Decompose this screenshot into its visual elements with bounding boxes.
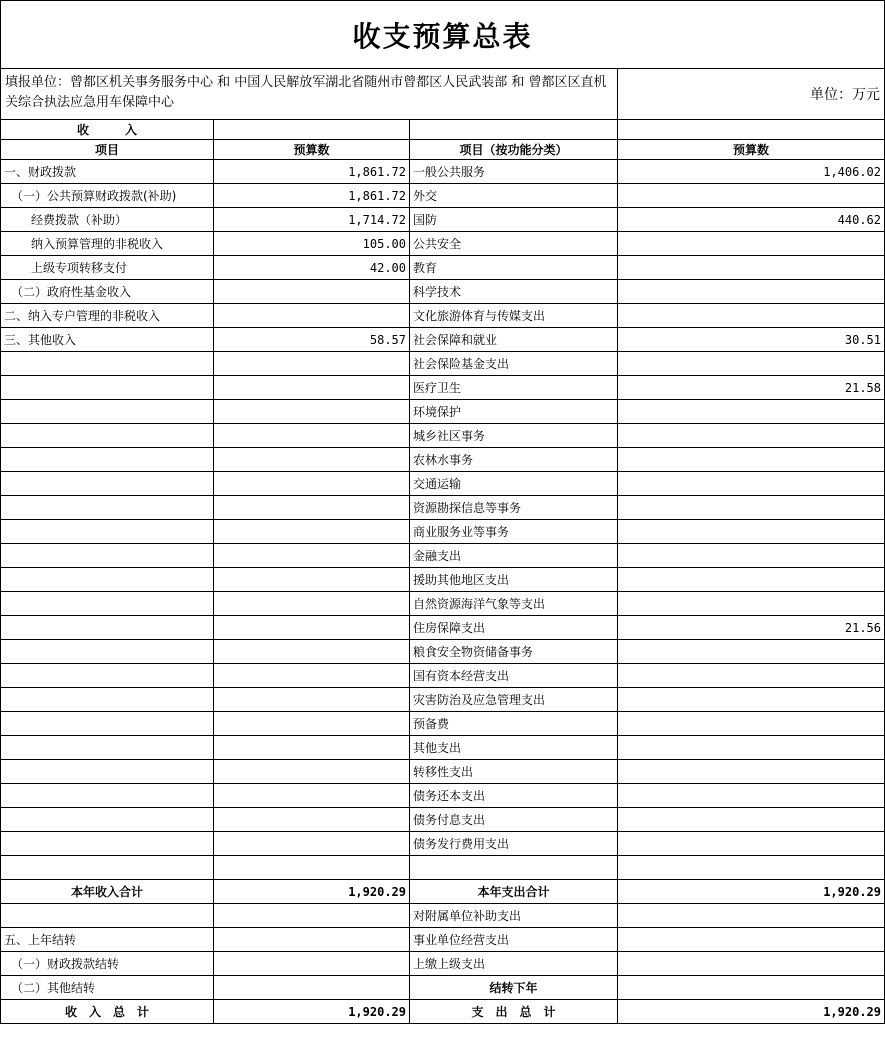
table-row [1,640,885,664]
income-amount-cell [214,712,410,736]
expense-item-cell: 援助其他地区支出 [410,568,618,592]
expense-item-cell: 灾害防治及应急管理支出 [410,688,618,712]
unit-label: 单位：万元 [810,87,880,103]
income-amount-header: 预算数 [214,140,410,160]
income-item-cell [1,352,214,376]
income-item-cell [1,784,214,808]
expense-item-cell: 住房保障支出 [410,616,618,640]
expense-item-cell: 转移性支出 [410,760,618,784]
income-amount-cell: 1,714.72 [214,208,410,232]
expense-item-cell: 公共安全 [410,232,618,256]
expense-item-cell: 医疗卫生 [410,376,618,400]
income-subtotal-label: 本年收入合计 [1,880,214,904]
expense-amount-cell [618,232,885,256]
expense-amount-cell [618,640,885,664]
income-item-cell: 一、财政拨款 [1,160,214,184]
income-item-cell [1,808,214,832]
expense-item-cell: 债务还本支出 [410,784,618,808]
expense-amount-cell [618,760,885,784]
table-row [1,424,885,448]
table-row [1,208,885,232]
income-amount-cell [214,568,410,592]
expense-amount-cell: 440.62 [618,208,885,232]
income-amount-cell [214,472,410,496]
table-row [1,568,885,592]
expense-amount-cell: 21.58 [618,376,885,400]
expense-amount-cell [618,592,885,616]
expense-amount-header: 预算数 [618,140,885,160]
income-item-cell: 五、上年结转 [1,928,214,952]
table-row [1,808,885,832]
income-item-cell [1,664,214,688]
income-group-header: 收 入 [1,120,214,140]
income-amount-cell [214,976,410,1000]
table-row [1,184,885,208]
income-amount-cell [214,784,410,808]
expense-item-cell: 外交 [410,184,618,208]
budget-table [0,119,885,1024]
expense-amount-cell [618,952,885,976]
expense-amount-cell [618,472,885,496]
table-row [1,160,885,184]
table-row [1,784,885,808]
income-amount-cell: 1,861.72 [214,160,410,184]
income-item-cell [1,544,214,568]
expense-item-cell: 金融支出 [410,544,618,568]
income-amount-cell [214,808,410,832]
table-row [1,904,885,928]
income-item-cell [1,904,214,928]
expense-amount-cell [618,400,885,424]
expense-item-cell: 资源勘探信息等事务 [410,496,618,520]
expense-item-cell: 自然资源海洋气象等支出 [410,592,618,616]
expense-amount-cell [618,496,885,520]
income-amount-cell [214,832,410,856]
income-amount-cell [214,304,410,328]
table-row [1,832,885,856]
income-item-cell [1,496,214,520]
table-row [1,256,885,280]
org-unit-row [0,68,885,119]
income-item-cell [1,592,214,616]
column-header-row [1,140,885,160]
income-item-cell: （一）公共预算财政拨款(补助) [1,184,214,208]
income-amount-cell [214,400,410,424]
income-amount-cell: 105.00 [214,232,410,256]
income-amount-cell: 42.00 [214,256,410,280]
expense-amount-cell [618,280,885,304]
income-amount-cell [214,616,410,640]
expense-item-cell: 环境保护 [410,400,618,424]
expense-amount-cell [618,256,885,280]
income-item-cell: 上级专项转移支付 [1,256,214,280]
table-row [1,352,885,376]
income-item-cell: （二）其他结转 [1,976,214,1000]
income-item-cell [1,856,214,880]
expense-item-cell: 债务发行费用支出 [410,832,618,856]
expense-amount-cell [618,520,885,544]
income-amount-cell [214,520,410,544]
expense-subtotal-amount: 1,920.29 [618,880,885,904]
table-row [1,928,885,952]
table-row [1,448,885,472]
expense-item-cell: 城乡社区事务 [410,424,618,448]
income-item-cell [1,736,214,760]
income-item-cell [1,616,214,640]
expense-item-cell: 债务付息支出 [410,808,618,832]
income-item-cell [1,568,214,592]
table-row [1,520,885,544]
table-row [1,712,885,736]
expense-item-cell: 社会保险基金支出 [410,352,618,376]
income-amount-cell [214,688,410,712]
income-amount-cell [214,640,410,664]
expense-amount-cell: 1,406.02 [618,160,885,184]
expense-item-cell: 上缴上级支出 [410,952,618,976]
expense-item-cell: 社会保障和就业 [410,328,618,352]
table-row [1,760,885,784]
income-item-cell: （二）政府性基金收入 [1,280,214,304]
income-amount-cell [214,664,410,688]
income-item-cell [1,640,214,664]
expense-amount-cell: 21.56 [618,616,885,640]
expense-amount-cell [618,784,885,808]
table-row [1,328,885,352]
expense-item-cell: 科学技术 [410,280,618,304]
expense-amount-cell [618,976,885,1000]
expense-amount-cell [618,544,885,568]
expense-item-cell: 对附属单位补助支出 [410,904,618,928]
income-amount-cell [214,952,410,976]
income-grand-total-label: 收 入 总 计 [1,1000,214,1024]
income-item-header: 项目 [1,140,214,160]
page-title: 收支预算总表 [0,0,885,68]
income-amount-cell [214,496,410,520]
income-amount-cell [214,376,410,400]
expense-amount-cell [618,424,885,448]
income-item-cell: 经费拨款（补助） [1,208,214,232]
income-amount-cell [214,736,410,760]
expense-item-cell: 文化旅游体育与传媒支出 [410,304,618,328]
income-item-cell: （一）财政拨款结转 [1,952,214,976]
expense-subtotal-label: 本年支出合计 [410,880,618,904]
income-item-cell: 三、其他收入 [1,328,214,352]
table-row [1,736,885,760]
table-row [1,280,885,304]
income-group-header-row [1,120,885,140]
income-amount-cell [214,904,410,928]
income-item-cell [1,424,214,448]
expense-amount-cell [618,304,885,328]
expense-amount-cell [618,184,885,208]
expense-item-cell: 预备费 [410,712,618,736]
income-amount-cell [214,856,410,880]
expense-amount-cell [618,688,885,712]
income-amount-cell [214,424,410,448]
income-item-cell [1,712,214,736]
table-row [1,688,885,712]
expense-item-cell: 国防 [410,208,618,232]
table-row [1,472,885,496]
expense-amount-cell [618,568,885,592]
expense-item-header: 项目（按功能分类） [410,140,618,160]
expense-item-cell: 农林水事务 [410,448,618,472]
table-row [1,616,885,640]
expense-item-cell: 国有资本经营支出 [410,664,618,688]
expense-grand-total-amount: 1,920.29 [618,1000,885,1024]
table-row [1,304,885,328]
expense-amount-cell [618,352,885,376]
income-amount-cell [214,928,410,952]
income-item-cell [1,400,214,424]
income-subtotal-amount: 1,920.29 [214,880,410,904]
income-item-cell: 纳入预算管理的非税收入 [1,232,214,256]
subtotal-row [1,880,885,904]
expense-grand-total-label: 支 出 总 计 [410,1000,618,1024]
income-amount-cell [214,448,410,472]
expense-amount-cell [618,856,885,880]
expense-item-cell: 一般公共服务 [410,160,618,184]
table-row [1,952,885,976]
table-row [1,544,885,568]
table-row [1,376,885,400]
grand-total-row [1,1000,885,1024]
table-row [1,232,885,256]
expense-amount-cell [618,664,885,688]
table-row [1,592,885,616]
income-amount-cell: 58.57 [214,328,410,352]
expense-item-cell: 交通运输 [410,472,618,496]
expense-amount-cell [618,832,885,856]
expense-item-cell: 事业单位经营支出 [410,928,618,952]
income-amount-cell: 1,861.72 [214,184,410,208]
income-amount-cell [214,280,410,304]
expense-amount-cell [618,904,885,928]
table-row [1,496,885,520]
expense-item-cell: 商业服务业等事务 [410,520,618,544]
table-row [1,976,885,1000]
income-item-cell [1,376,214,400]
expense-amount-cell: 30.51 [618,328,885,352]
income-item-cell [1,760,214,784]
expense-amount-cell [618,448,885,472]
income-amount-cell [214,544,410,568]
table-row [1,400,885,424]
expense-amount-cell [618,808,885,832]
income-amount-cell [214,760,410,784]
table-row [1,856,885,880]
expense-amount-cell [618,736,885,760]
expense-amount-cell [618,712,885,736]
income-item-cell [1,832,214,856]
expense-item-cell: 结转下年 [410,976,618,1000]
reporting-org: 填报单位：曾都区机关事务服务中心 和 中国人民解放军湖北省随州市曾都区人民武装部 和 曾都区区直机关综合执法应急用车保障中心 [1,69,618,119]
income-item-cell [1,448,214,472]
income-grand-total-amount: 1,920.29 [214,1000,410,1024]
expense-item-cell [410,856,618,880]
income-item-cell [1,688,214,712]
income-item-cell [1,520,214,544]
expense-item-cell: 教育 [410,256,618,280]
expense-item-cell: 粮食安全物资储备事务 [410,640,618,664]
income-item-cell [1,472,214,496]
income-item-cell: 二、纳入专户管理的非税收入 [1,304,214,328]
table-row [1,664,885,688]
expense-item-cell: 其他支出 [410,736,618,760]
income-amount-cell [214,352,410,376]
income-amount-cell [214,592,410,616]
expense-amount-cell [618,928,885,952]
